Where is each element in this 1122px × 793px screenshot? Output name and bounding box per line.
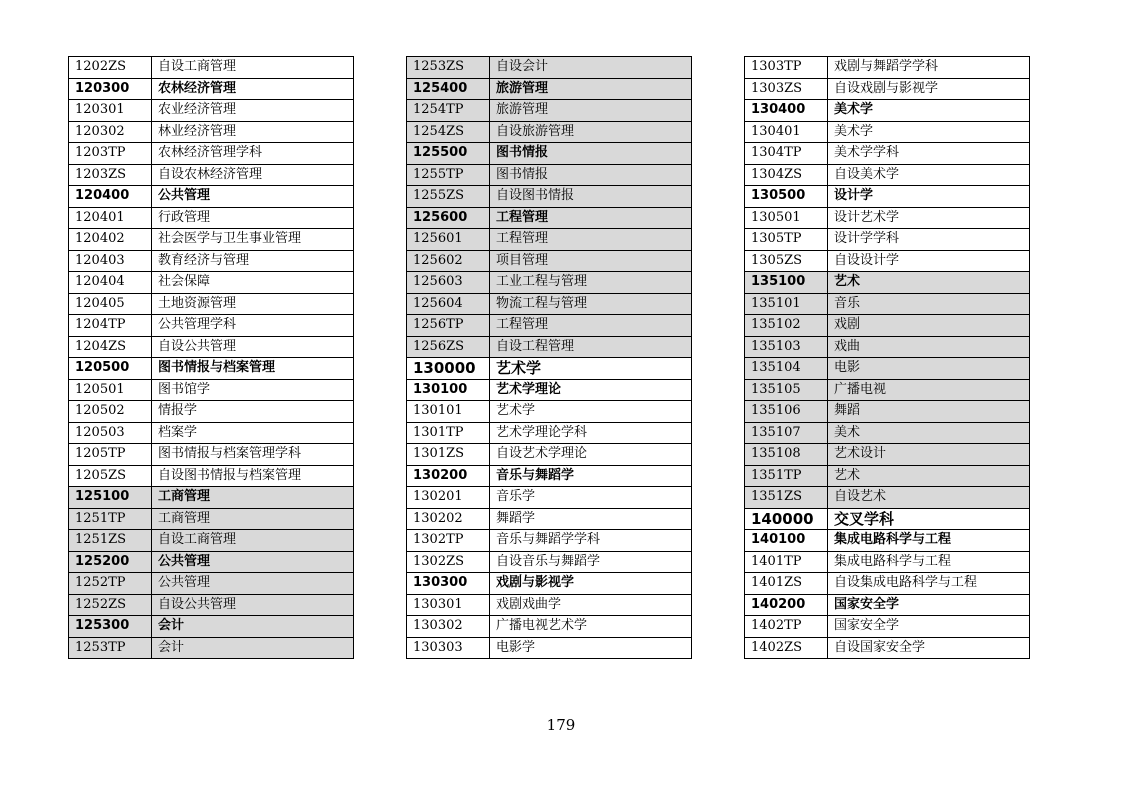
discipline-name: 戏剧戏曲学 [496, 596, 562, 612]
table-row [745, 530, 1029, 552]
table-row [69, 294, 353, 316]
discipline-name: 自设图书情报与档案管理 [158, 467, 302, 483]
table-row [745, 143, 1029, 165]
discipline-code: 130200 [407, 466, 490, 487]
discipline-name: 社会医学与卫生事业管理 [158, 231, 302, 246]
discipline-name: 艺术设计 [834, 446, 887, 461]
discipline-code: 1304ZS [745, 165, 828, 186]
table-row [69, 444, 353, 466]
table-row [69, 530, 353, 552]
table-row [745, 272, 1029, 294]
discipline-name: 艺术学理论 [496, 381, 562, 397]
discipline-code: 135100 [745, 272, 828, 293]
discipline-name: 公共管理 [158, 575, 211, 590]
discipline-code: 1303TP [745, 57, 828, 78]
table-row [745, 552, 1029, 574]
table-row [69, 337, 353, 359]
discipline-code: 1402ZS [745, 638, 828, 659]
discipline-code: 1252TP [69, 573, 152, 594]
discipline-code: 125200 [69, 552, 152, 573]
discipline-code: 1255TP [407, 165, 490, 186]
discipline-name: 工程管理 [496, 317, 549, 332]
discipline-name: 广播电视艺术学 [496, 618, 588, 633]
discipline-name: 交叉学科 [834, 509, 895, 528]
discipline-code: 135105 [745, 380, 828, 401]
table-row [745, 294, 1029, 316]
discipline-name: 工程管理 [496, 209, 549, 225]
discipline-code: 135101 [745, 294, 828, 315]
discipline-code: 1253TP [69, 638, 152, 659]
table-row [69, 552, 353, 574]
discipline-code: 1256TP [407, 315, 490, 336]
table-row [745, 509, 1029, 531]
table-row [69, 251, 353, 273]
discipline-code: 1304TP [745, 143, 828, 164]
discipline-code: 1351TP [745, 466, 828, 487]
discipline-name: 音乐与舞蹈学 [496, 467, 575, 483]
discipline-name: 土地资源管理 [158, 295, 237, 311]
table-row [69, 509, 353, 531]
table-row [407, 444, 691, 466]
table-row [407, 251, 691, 273]
table-row [407, 57, 691, 79]
discipline-name: 林业经济管理 [158, 123, 237, 139]
discipline-name: 农林经济管理学科 [158, 145, 263, 160]
discipline-code: 1302ZS [407, 552, 490, 573]
discipline-code: 120301 [69, 100, 152, 121]
discipline-name: 自设设计学 [834, 252, 900, 268]
table-column-2 [406, 56, 692, 659]
table-row [745, 229, 1029, 251]
table-row [407, 380, 691, 402]
table-row [745, 401, 1029, 423]
discipline-name: 档案学 [158, 424, 198, 440]
discipline-name: 自设工商管理 [158, 59, 237, 74]
table-row [745, 208, 1029, 230]
discipline-name: 会计 [158, 639, 185, 655]
discipline-name: 自设会计 [496, 59, 549, 74]
table-row [745, 423, 1029, 445]
table-row [69, 573, 353, 595]
table-row [407, 272, 691, 294]
discipline-code: 125500 [407, 143, 490, 164]
table-row [69, 638, 353, 660]
discipline-name: 自设集成电路科学与工程 [834, 575, 978, 590]
discipline-name: 农林经济管理 [158, 80, 237, 96]
table-row [69, 57, 353, 79]
discipline-name: 戏剧与影视学 [496, 575, 575, 590]
discipline-code: 130301 [407, 595, 490, 616]
discipline-name: 自设美术学 [834, 166, 900, 182]
discipline-name: 戏曲 [834, 338, 861, 354]
table-row [407, 143, 691, 165]
discipline-code: 135107 [745, 423, 828, 444]
discipline-name: 集成电路科学与工程 [834, 532, 952, 547]
discipline-code: 135108 [745, 444, 828, 465]
discipline-code: 120401 [69, 208, 152, 229]
table-row [69, 466, 353, 488]
discipline-code: 1251TP [69, 509, 152, 530]
table-row [407, 208, 691, 230]
discipline-name: 自设农林经济管理 [158, 166, 263, 182]
table-row [69, 487, 353, 509]
discipline-name: 物流工程与管理 [496, 295, 588, 311]
table-row [69, 122, 353, 144]
discipline-code: 125400 [407, 79, 490, 100]
discipline-name: 国家安全学 [834, 618, 900, 633]
discipline-name: 旅游管理 [496, 80, 549, 96]
discipline-code: 1204ZS [69, 337, 152, 358]
table-row [407, 487, 691, 509]
discipline-code: 125601 [407, 229, 490, 250]
discipline-name: 自设旅游管理 [496, 123, 575, 139]
discipline-name: 设计艺术学 [834, 209, 900, 225]
discipline-name: 音乐与舞蹈学学科 [496, 532, 601, 547]
table-row [407, 616, 691, 638]
discipline-name: 美术学 [834, 123, 874, 139]
discipline-name: 自设国家安全学 [834, 639, 926, 655]
table-row [745, 638, 1029, 660]
discipline-code: 120501 [69, 380, 152, 401]
table-row [69, 186, 353, 208]
table-row [407, 638, 691, 660]
discipline-name: 自设戏剧与影视学 [834, 80, 939, 96]
table-row [69, 79, 353, 101]
table-row [745, 487, 1029, 509]
discipline-code: 1254TP [407, 100, 490, 121]
table-row [407, 165, 691, 187]
discipline-code: 1252ZS [69, 595, 152, 616]
discipline-name: 美术 [834, 424, 861, 440]
table-row [407, 122, 691, 144]
table-row [407, 573, 691, 595]
discipline-name: 广播电视 [834, 381, 887, 397]
discipline-name: 自设图书情报 [496, 188, 575, 203]
table-row [745, 595, 1029, 617]
discipline-code: 130401 [745, 122, 828, 143]
discipline-code: 1401TP [745, 552, 828, 573]
table-column-3 [744, 56, 1030, 659]
discipline-name: 旅游管理 [496, 102, 549, 117]
page-number: 179 [546, 716, 576, 734]
table-row [745, 100, 1029, 122]
table-row [69, 616, 353, 638]
discipline-name: 戏剧与舞蹈学学科 [834, 59, 939, 74]
table-column-1 [68, 56, 354, 659]
discipline-name: 艺术学 [496, 403, 536, 418]
discipline-code: 1301TP [407, 423, 490, 444]
discipline-name: 国家安全学 [834, 596, 900, 612]
discipline-name: 自设艺术学理论 [496, 446, 588, 461]
discipline-code: 130501 [745, 208, 828, 229]
table-row [745, 315, 1029, 337]
discipline-name: 行政管理 [158, 209, 211, 225]
discipline-code: 140200 [745, 595, 828, 616]
discipline-name: 公共管理 [158, 188, 211, 203]
discipline-code: 1351ZS [745, 487, 828, 508]
table-row [407, 294, 691, 316]
discipline-code: 1305ZS [745, 251, 828, 272]
table-row [69, 595, 353, 617]
table-row [407, 401, 691, 423]
discipline-code: 135102 [745, 315, 828, 336]
discipline-name: 图书馆学 [158, 381, 211, 397]
discipline-name: 图书情报 [496, 145, 549, 160]
discipline-code: 120403 [69, 251, 152, 272]
table-row [745, 616, 1029, 638]
discipline-name: 图书情报 [496, 166, 549, 182]
discipline-code: 130303 [407, 638, 490, 659]
discipline-name: 艺术学 [496, 359, 542, 377]
discipline-name: 会计 [158, 618, 185, 633]
table-row [407, 229, 691, 251]
discipline-code: 125100 [69, 487, 152, 508]
discipline-name: 工商管理 [158, 510, 211, 526]
discipline-code: 125600 [407, 208, 490, 229]
discipline-code: 1205TP [69, 444, 152, 465]
discipline-code: 125602 [407, 251, 490, 272]
discipline-code: 130202 [407, 509, 490, 530]
table-row [407, 530, 691, 552]
table-row [407, 358, 691, 380]
discipline-name: 音乐 [834, 295, 861, 311]
discipline-name: 工业工程与管理 [496, 274, 588, 289]
discipline-name: 艺术学理论学科 [496, 424, 588, 440]
discipline-code: 125604 [407, 294, 490, 315]
discipline-code: 130201 [407, 487, 490, 508]
table-row [745, 358, 1029, 380]
table-row [745, 337, 1029, 359]
discipline-name: 艺术 [834, 274, 861, 289]
discipline-name: 舞蹈 [834, 403, 861, 418]
discipline-code: 1401ZS [745, 573, 828, 594]
discipline-name: 图书情报与档案管理 [158, 360, 276, 375]
discipline-name: 电影学 [496, 639, 536, 655]
table-row [745, 251, 1029, 273]
table-row [69, 358, 353, 380]
discipline-code: 130400 [745, 100, 828, 121]
discipline-code: 120405 [69, 294, 152, 315]
discipline-code: 130500 [745, 186, 828, 207]
discipline-code: 1305TP [745, 229, 828, 250]
discipline-code: 120300 [69, 79, 152, 100]
table-row [69, 208, 353, 230]
discipline-code: 120503 [69, 423, 152, 444]
discipline-name: 自设工商管理 [158, 532, 237, 547]
table-row [745, 444, 1029, 466]
discipline-name: 美术学学科 [834, 145, 900, 160]
discipline-code: 1301ZS [407, 444, 490, 465]
discipline-name: 项目管理 [496, 252, 549, 268]
table-row [407, 423, 691, 445]
discipline-code: 140000 [745, 509, 828, 530]
table-row [69, 100, 353, 122]
table-row [407, 79, 691, 101]
table-row [69, 315, 353, 337]
discipline-code: 1202ZS [69, 57, 152, 78]
discipline-name: 图书情报与档案管理学科 [158, 446, 302, 461]
table-row [407, 337, 691, 359]
discipline-name: 集成电路科学与工程 [834, 553, 952, 569]
table-row [69, 423, 353, 445]
discipline-name: 工商管理 [158, 489, 211, 504]
discipline-name: 工程管理 [496, 231, 549, 246]
discipline-name: 公共管理 [158, 553, 211, 569]
discipline-name: 自设公共管理 [158, 338, 237, 354]
table-row [745, 165, 1029, 187]
discipline-code: 135103 [745, 337, 828, 358]
discipline-code: 120400 [69, 186, 152, 207]
table-row [407, 315, 691, 337]
discipline-name: 电影 [834, 360, 861, 375]
discipline-code: 130000 [407, 358, 490, 379]
discipline-name: 教育经济与管理 [158, 252, 250, 268]
discipline-code: 135106 [745, 401, 828, 422]
table-row [407, 595, 691, 617]
discipline-code: 130302 [407, 616, 490, 637]
discipline-code: 120502 [69, 401, 152, 422]
table-row [69, 380, 353, 402]
table-row [407, 509, 691, 531]
discipline-code: 120302 [69, 122, 152, 143]
discipline-name: 美术学 [834, 102, 874, 117]
discipline-name: 设计学学科 [834, 231, 900, 246]
discipline-code: 135104 [745, 358, 828, 379]
table-row [69, 229, 353, 251]
table-row [69, 401, 353, 423]
discipline-code: 120402 [69, 229, 152, 250]
table-row [745, 466, 1029, 488]
discipline-code: 120404 [69, 272, 152, 293]
discipline-code: 1205ZS [69, 466, 152, 487]
table-row [745, 57, 1029, 79]
table-row [745, 186, 1029, 208]
discipline-code: 1256ZS [407, 337, 490, 358]
discipline-name: 自设艺术 [834, 489, 887, 504]
discipline-code: 1204TP [69, 315, 152, 336]
discipline-code: 120500 [69, 358, 152, 379]
table-row [69, 143, 353, 165]
table-row [407, 186, 691, 208]
discipline-code: 140100 [745, 530, 828, 551]
discipline-code: 1255ZS [407, 186, 490, 207]
table-row [745, 380, 1029, 402]
table-row [69, 165, 353, 187]
discipline-code: 125300 [69, 616, 152, 637]
discipline-name: 戏剧 [834, 317, 861, 332]
discipline-name: 自设工程管理 [496, 338, 575, 354]
discipline-code: 1303ZS [745, 79, 828, 100]
discipline-name: 音乐学 [496, 489, 536, 504]
table-row [69, 272, 353, 294]
discipline-name: 艺术 [834, 467, 861, 483]
discipline-code: 1251ZS [69, 530, 152, 551]
discipline-code: 130300 [407, 573, 490, 594]
discipline-name: 情报学 [158, 403, 198, 418]
discipline-code: 130101 [407, 401, 490, 422]
discipline-code: 1203TP [69, 143, 152, 164]
discipline-name: 社会保障 [158, 274, 211, 289]
discipline-code: 1402TP [745, 616, 828, 637]
discipline-code: 1203ZS [69, 165, 152, 186]
discipline-code: 1254ZS [407, 122, 490, 143]
discipline-name: 自设音乐与舞蹈学 [496, 553, 601, 569]
discipline-code: 1302TP [407, 530, 490, 551]
table-row [407, 466, 691, 488]
discipline-name: 设计学 [834, 188, 874, 203]
discipline-code: 130100 [407, 380, 490, 401]
table-row [407, 100, 691, 122]
discipline-name: 公共管理学科 [158, 317, 237, 332]
discipline-name: 舞蹈学 [496, 510, 536, 526]
discipline-name: 自设公共管理 [158, 596, 237, 612]
table-row [745, 573, 1029, 595]
table-row [745, 79, 1029, 101]
table-row [745, 122, 1029, 144]
discipline-code: 1253ZS [407, 57, 490, 78]
table-row [407, 552, 691, 574]
discipline-name: 农业经济管理 [158, 102, 237, 117]
discipline-code: 125603 [407, 272, 490, 293]
